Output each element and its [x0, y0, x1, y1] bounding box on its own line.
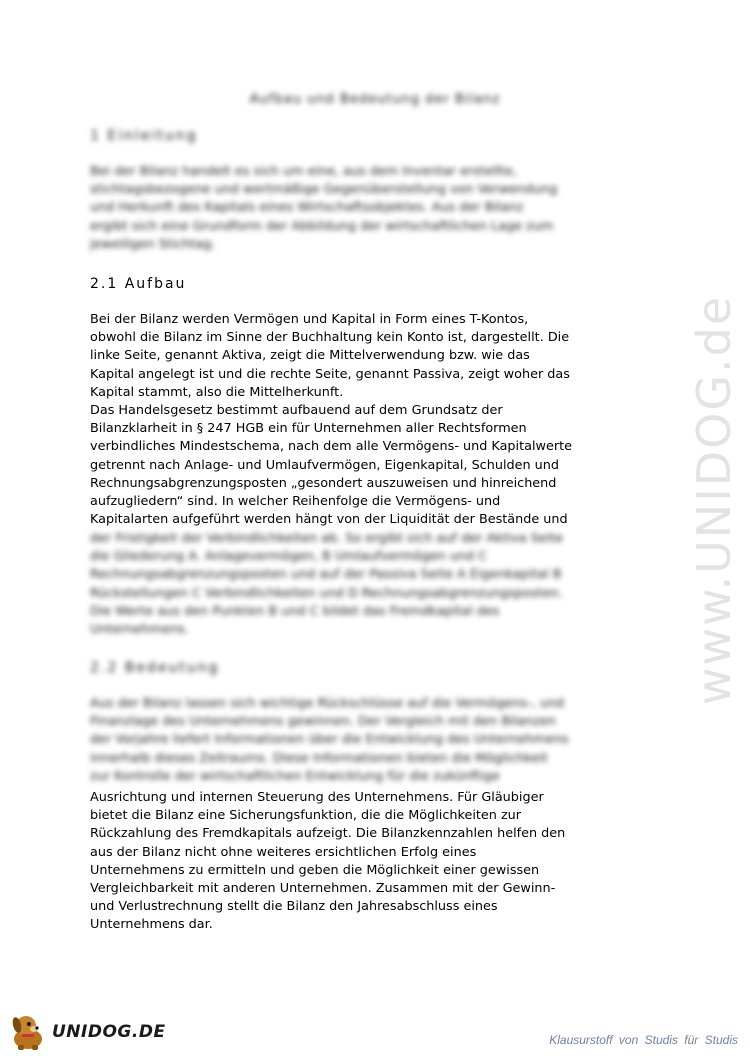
section-text-bedeutung-hidden: Aus der Bilanz lassen sich wichtige Rückschlüsse auf die Vermögens-, und Finanzlage des Unternehmens gewinnen. Der Vergleich mit den Bilanzen der Vorjahre liefert Informationen über die Entwicklung des Unternehmens innerhalb dieses Zeitraums. Diese Informationen bieten die Möglichkeit zur Kontrolle der wirtschaftlichen Entwicklung für die zukünftige: [90, 696, 569, 784]
document-title: Aufbau und Bedeutung der Bilanz: [249, 92, 501, 107]
footer-tagline: Klausurstoff von Studis für Studis: [549, 1033, 738, 1047]
section-heading-aufbau: 2.1 Aufbau: [90, 276, 187, 292]
section-text-einleitung: Bei der Bilanz handelt es sich um eine, aus dem Inventar erstellte, stichtagsbezogene und wertmäßige Gegenüberstellung von Verwendung und Herkunft des Kapitals eines Wirtschaftsobjektes. Aus der Bilanz ergibt sich eine Grundform der Abbildung der wirtschaftlichen Lage zum jeweiligen Stichtag.: [90, 164, 558, 252]
section-text-aufbau-hidden: der Fristigkeit der Verbindlichkeiten ab. So ergibt sich auf der Aktiva Seite die Gliederung A. Anlagevermögen, B Umlaufvermögen und C Rechnungsabgrenzungsposten und auf der Passiva Seite A Eigenkapital B Rückstellungen C Verbindlichkeiten und D Rechnungsabgrenzungsposten. Die Werte aus den Punkten B und C bildet das Fremdkapital des Unternehmens.: [90, 531, 564, 638]
section-text-bedeutung: Ausrichtung und internen Steuerung des Unternehmens. Für Gläubiger bietet die Bilanz eine Sicherungsfunktion, die die Möglichkeiten zur Rückzahlung des Fremdkapitals aufzeigt. Die Bilanzkennzahlen helfen den aus der Bilanz nicht ohne weiteres ersichtlichen Erfolg eines Unternehmens zu ermitteln und geben die Möglichkeit einer gewissen Vergleichbarkeit mit anderen Unternehmen. Zusammen mit der Gewinn- und Verlustrechnung stellt die Bilanz den Jahresabschluss eines Unternehmens dar.: [90, 790, 566, 933]
unidog-logo[interactable]: [6, 1012, 166, 1052]
section-text-aufbau: Bei der Bilanz werden Vermögen und Kapital in Form eines T-Kontos, obwohl die Bilanz im Sinne der Buchhaltung kein Konto ist, dargestellt. Die linke Seite, genannt Aktiva, zeigt die Mittelverwendung bzw. wie das Kapital angelegt ist und die rechte Seite, genannt Passiva, zeigt woher das Kapital stammt, also die Mittelherkunft. Das Handelsgesetz bestimmt aufbauend auf dem Grundsatz der Bilanzklarheit in § 247 HGB ein für Unternehmen aller Rechtsformen verbindliches Mindestschema, nach dem alle Vermögens- und Kapitalwerte getrennt nach Anlage- und Umlaufvermögen, Eigenkapital, Schulden und Rechnungsabgrenzungsposten „gesondert auszuweisen und hinreichend aufzugliedern“ sind. In welcher Reihenfolge die Vermögens- und Kapitalarten aufgeführt werden hängt von der Liquidität der Bestände und: [90, 312, 573, 528]
dog-mascot-icon: [6, 1012, 50, 1052]
logo-text: UNIDOG.DE: [52, 1022, 166, 1042]
section-heading-einleitung: 1 Einleitung: [90, 128, 198, 144]
section-heading-bedeutung: 2.2 Bedeutung: [90, 660, 220, 676]
watermark: www.UNIDOG.de: [687, 294, 741, 706]
